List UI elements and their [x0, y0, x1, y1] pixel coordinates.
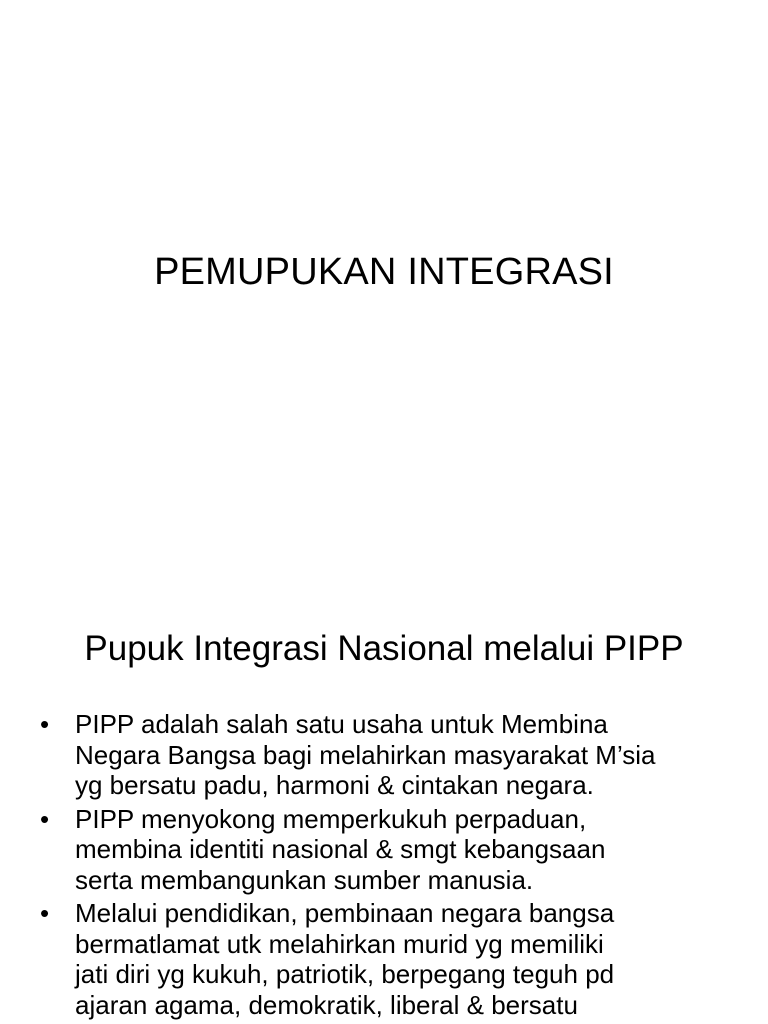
bullet-icon: •: [40, 709, 50, 739]
slide-content-page: [0, 576, 768, 1024]
bullet-item: [40, 898, 730, 1020]
bullet-text-line: PIPP adalah salah satu usaha untuk Membina: [75, 709, 608, 739]
bullet-text-line: serta membangunkan sumber manusia.: [75, 864, 534, 895]
bullet-text-line: ajaran agama, demokratik, liberal & bersatu: [75, 989, 578, 1020]
bullet-item: [40, 804, 730, 896]
bullet-icon: •: [40, 898, 50, 928]
bullet-icon: •: [40, 803, 50, 834]
bullet-text-line: Melalui pendidikan, pembinaan negara bangsa: [75, 898, 615, 928]
bullet-text-line: jati diri yg kukuh, patriotik, berpegang teguh pd: [75, 959, 615, 989]
bullet-item: [40, 709, 730, 801]
bullet-text-line: membina identiti nasional & smgt kebangsaan: [75, 834, 606, 864]
bullet-list: [40, 709, 730, 1023]
slide-heading: Pupuk Integrasi Nasional melalui PIPP: [84, 629, 684, 668]
slide-title: PEMUPUKAN INTEGRASI: [154, 251, 614, 293]
bullet-text-line: Negara Bangsa bagi melahirkan masyarakat M’sia: [75, 739, 656, 770]
bullet-text-line: yg bersatu padu, harmoni & cintakan negara.: [75, 770, 594, 800]
bullet-text-line: PIPP menyokong memperkukuh perpaduan,: [75, 803, 587, 834]
bullet-text-line: bermatlamat utk melahirkan murid yg memiliki: [75, 928, 604, 959]
